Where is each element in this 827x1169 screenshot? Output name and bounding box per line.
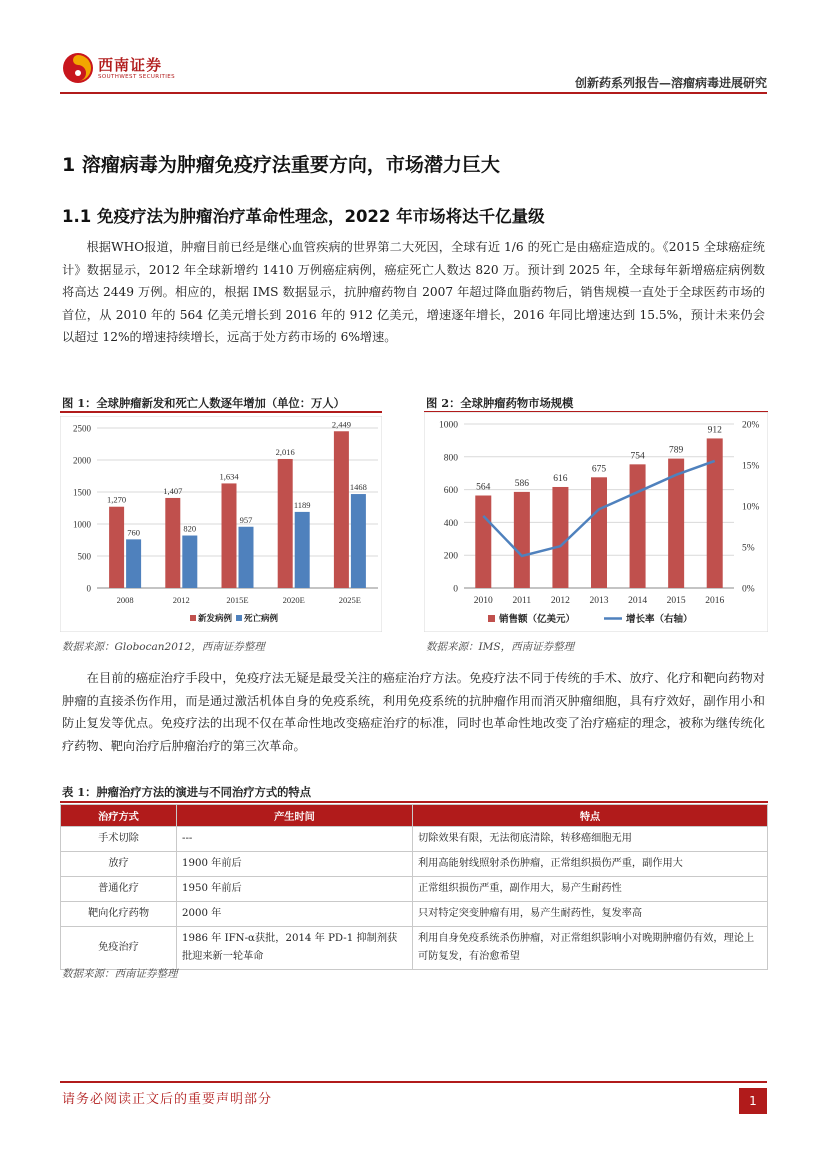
table-header-row [61, 805, 768, 827]
y2-tick-label: 20% [742, 420, 760, 431]
x-tick-label: 2015E [226, 595, 249, 605]
bar [182, 536, 197, 588]
data-label: 820 [183, 523, 197, 534]
y-tick-label: 400 [443, 518, 458, 529]
footer-divider [60, 1081, 767, 1083]
x-tick-label: 2016 [705, 596, 725, 606]
table-cell: 免疫治疗 [61, 927, 177, 970]
figure-1-source: 数据来源：Globocan2012，西南证券整理 [62, 641, 265, 653]
data-label: 1,407 [163, 485, 183, 496]
bar [109, 507, 124, 588]
legend-label: 新发病例 [198, 613, 233, 623]
data-label: 1189 [293, 499, 311, 510]
table-cell: 正常组织损伤严重，副作用大，易产生耐药性 [413, 877, 768, 902]
y-tick-label: 500 [77, 551, 91, 562]
figure-2-title: 图 2：全球肿瘤药物市场规模 [426, 396, 574, 410]
data-label: 586 [514, 478, 529, 489]
data-label: 2,016 [275, 446, 295, 457]
header-divider [60, 92, 767, 94]
body-paragraph-1: 根据WHO报道，肿瘤目前已经是继心血管疾病的世界第二大死因，全球有近 1/6 的死亡是由癌症造成的。《2015 全球癌症统计》数据显示，2012 年全球新增约 1410 万例癌症病例，癌症死亡人数达 820 万。预计到 2025 年，全球每年新增癌症病例数将高达 2449 万例。相应的，根据 IMS 数据显示，抗肿瘤药物自 2007 年超过降血脂药物后，销售规模一直处于全球医药市场的首位，从 2010 年的 564 亿美元增长到 2016 年的 912 亿美元，增速逐年增长，2016 年同比增速达到 15.5%，预计未来仍会以超过 12%的增速持续增长，远高于处方药市场的 6%增速。 [62, 240, 765, 345]
disclaimer-notice: 请务必阅读正文后的重要声明部分 [62, 1092, 273, 1107]
bar [334, 431, 349, 588]
y-tick-label: 600 [443, 486, 458, 497]
data-label: 760 [127, 527, 140, 538]
bar [278, 459, 293, 588]
data-label: 789 [669, 445, 684, 456]
bar [239, 527, 254, 588]
data-label: 616 [553, 473, 568, 484]
table-row [61, 827, 768, 852]
y2-tick-label: 0% [742, 584, 755, 595]
report-title: 创新药系列报告—溶瘤病毒进展研究 [574, 76, 767, 90]
bar [514, 492, 530, 588]
table-header: 产生时间 [177, 805, 413, 827]
x-tick-label: 2020E [282, 595, 305, 605]
bar [552, 487, 568, 588]
table-cell: 放疗 [61, 852, 177, 877]
figure-2-chart [424, 412, 768, 632]
data-label: 1468 [349, 482, 367, 493]
body-paragraph-2: 在目前的癌症治疗手段中，免疫疗法无疑是最受关注的癌症治疗方法。免疫疗法不同于传统的手术、放疗、化疗和靶向药物对肿瘤的直接杀伤作用，而是通过激活机体自身的免疫系统，利用免疫系统的抗肿瘤作用而消灭肿瘤细胞，具有疗效好，副作用小和防止复发等优点。免疫疗法的出现不仅在革命性地改变癌症治疗的标准，同时也革命性地改变了治疗癌症的理念，被称为继传统化疗药物、靶向治疗后肿瘤治疗的第三次革命。 [62, 671, 765, 753]
data-label: 754 [630, 451, 645, 462]
x-tick-label: 2015 [666, 596, 686, 606]
table-cell: 切除效果有限，无法彻底清除，转移癌细胞无用 [413, 827, 768, 852]
data-label: 564 [476, 482, 491, 493]
legend-swatch [236, 615, 242, 621]
data-label: 1,634 [219, 471, 239, 482]
y-tick-label: 800 [443, 453, 458, 464]
table-row [61, 902, 768, 927]
bar [126, 539, 141, 588]
table-1-rule [60, 801, 768, 803]
y-tick-label: 2500 [73, 423, 91, 434]
table-cell: 1950 年前后 [177, 877, 413, 902]
table-cell: 利用高能射线照射杀伤肿瘤，正常组织损伤严重，副作用大 [413, 852, 768, 877]
page-number: 1 [739, 1088, 767, 1114]
y2-tick-label: 5% [742, 543, 755, 554]
y-tick-label: 1000 [439, 420, 458, 431]
legend-swatch [190, 615, 196, 621]
table-row [61, 852, 768, 877]
y-tick-label: 0 [86, 583, 91, 594]
figure-2-source: 数据来源：IMS，西南证券整理 [426, 641, 575, 653]
table-cell: 1986 年 IFN-α获批，2014 年 PD-1 抑制剂获批迎来新一轮革命 [177, 927, 413, 970]
data-label: 1,270 [107, 494, 127, 505]
logo-english-text: SOUTHWEST SECURITIES [98, 74, 176, 80]
bar [707, 438, 723, 588]
table-cell: 1900 年前后 [177, 852, 413, 877]
y-tick-label: 0 [453, 584, 458, 595]
table-header: 治疗方式 [61, 805, 177, 827]
y-tick-label: 1500 [73, 487, 91, 498]
logo-text: 西南证券 [98, 56, 163, 74]
x-tick-label: 2012 [550, 596, 570, 606]
figure-1-title: 图 1：全球肿瘤新发和死亡人数逐年增加（单位：万人） [62, 396, 345, 410]
bar [475, 496, 491, 588]
company-logo-icon [62, 52, 94, 84]
treatment-table [60, 804, 768, 970]
table-cell: 只对特定突变肿瘤有用，易产生耐药性，复发率高 [413, 902, 768, 927]
y-tick-label: 2000 [73, 455, 91, 466]
table-cell: --- [177, 827, 413, 852]
subsection-heading: 1.1 免疫疗法为肿瘤治疗革命性理念，2022 年市场将达千亿量级 [62, 207, 545, 226]
figure-1-rule [60, 411, 382, 413]
y2-tick-label: 15% [742, 461, 760, 472]
table-cell: 靶向化疗药物 [61, 902, 177, 927]
data-label: 2,449 [331, 419, 351, 430]
x-tick-label: 2008 [116, 595, 134, 605]
y-tick-label: 1000 [73, 519, 91, 530]
table-1-title: 表 1：肿瘤治疗方法的演进与不同治疗方式的特点 [62, 785, 312, 799]
x-tick-label: 2025E [338, 595, 362, 605]
data-label: 957 [239, 514, 253, 525]
bar [591, 477, 607, 588]
bar [351, 494, 366, 588]
bar [222, 483, 237, 588]
table-header: 特点 [413, 805, 768, 827]
table-cell: 2000 年 [177, 902, 413, 927]
legend-label: 增长率（右轴） [626, 615, 693, 625]
figure-1-chart [60, 416, 382, 632]
x-tick-label: 2013 [589, 596, 609, 606]
bar [165, 498, 180, 588]
x-tick-label: 2014 [628, 596, 648, 606]
legend-swatch [488, 615, 495, 622]
table-cell: 普通化疗 [61, 877, 177, 902]
table-1-source: 数据来源：西南证券整理 [62, 968, 178, 980]
bar [295, 512, 310, 588]
y2-tick-label: 10% [742, 502, 760, 513]
table-cell: 利用自身免疫系统杀伤肿瘤，对正常组织影响小对晚期肿瘤仍有效，理论上可防复发，有治愈希望 [413, 927, 768, 970]
bar [630, 464, 646, 588]
x-tick-label: 2012 [172, 595, 190, 605]
section-heading: 1 溶瘤病毒为肿瘤免疫疗法重要方向，市场潜力巨大 [62, 154, 500, 176]
x-tick-label: 2011 [512, 596, 532, 606]
table-row [61, 877, 768, 902]
data-label: 912 [707, 425, 722, 436]
y-tick-label: 200 [443, 551, 458, 562]
x-tick-label: 2010 [473, 596, 493, 606]
table-cell: 手术切除 [61, 827, 177, 852]
legend-label: 死亡病例 [244, 613, 279, 623]
legend-label: 销售额（亿美元） [499, 615, 576, 625]
data-label: 675 [591, 464, 607, 475]
table-row [61, 927, 768, 970]
